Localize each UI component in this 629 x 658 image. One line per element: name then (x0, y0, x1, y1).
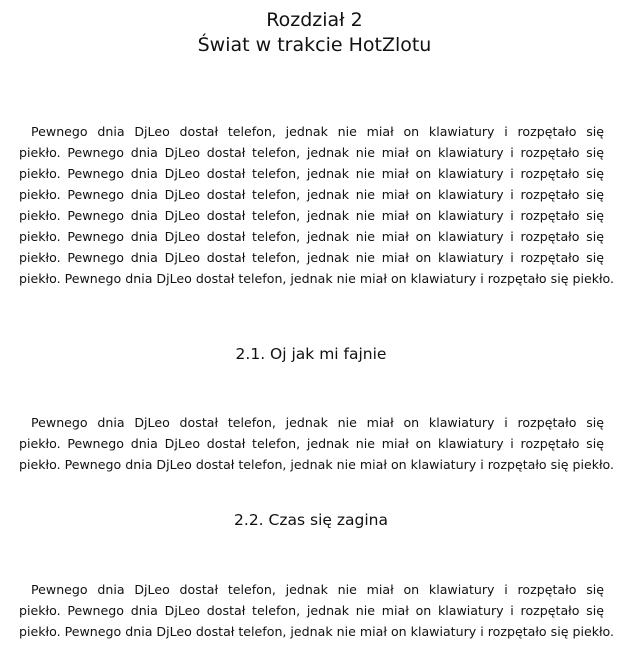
section-2-1-paragraph (19, 412, 615, 475)
paragraph-line: piekło. Pewnego dnia DjLeo dostał telefon, jednak nie miał on klawiatury i rozpętało się (19, 208, 604, 223)
paragraph-line: piekło. Pewnego dnia DjLeo dostał telefon, jednak nie miał on klawiatury i rozpętało się (19, 603, 604, 618)
chapter-heading (0, 8, 629, 58)
paragraph-line: piekło. Pewnego dnia DjLeo dostał telefon, jednak nie miał on klawiatury i rozpętało się piekło. (19, 624, 615, 639)
chapter-label: Rozdział 2 (266, 9, 363, 31)
section-title-2-1: 2.1. Oj jak mi fajnie (235, 345, 387, 363)
paragraph-line: piekło. Pewnego dnia DjLeo dostał telefon, jednak nie miał on klawiatury i rozpętało się (19, 250, 604, 265)
paragraph-line: piekło. Pewnego dnia DjLeo dostał telefon, jednak nie miał on klawiatury i rozpętało się (19, 229, 604, 244)
chapter-paragraph (19, 121, 615, 289)
chapter-title: Świat w trakcie HotZlotu (197, 34, 432, 56)
paragraph-line: piekło. Pewnego dnia DjLeo dostał telefon, jednak nie miał on klawiatury i rozpętało się (19, 145, 604, 160)
section-title-2-2: 2.2. Czas się zagina (234, 511, 388, 529)
paragraph-line: piekło. Pewnego dnia DjLeo dostał telefon, jednak nie miał on klawiatury i rozpętało się (19, 187, 604, 202)
paragraph-line: piekło. Pewnego dnia DjLeo dostał telefon, jednak nie miał on klawiatury i rozpętało się (19, 166, 604, 181)
paragraph-line: Pewnego dnia DjLeo dostał telefon, jednak nie miał on klawiatury i rozpętało się (31, 582, 604, 597)
paragraph-line: piekło. Pewnego dnia DjLeo dostał telefon, jednak nie miał on klawiatury i rozpętało się (19, 436, 604, 451)
paragraph-line: piekło. Pewnego dnia DjLeo dostał telefon, jednak nie miał on klawiatury i rozpętało się piekło. (19, 457, 615, 472)
paragraph-line: Pewnego dnia DjLeo dostał telefon, jednak nie miał on klawiatury i rozpętało się (31, 415, 604, 430)
paragraph-line: piekło. Pewnego dnia DjLeo dostał telefon, jednak nie miał on klawiatury i rozpętało się piekło. (19, 271, 615, 286)
paragraph-line: Pewnego dnia DjLeo dostał telefon, jednak nie miał on klawiatury i rozpętało się (31, 124, 604, 139)
section-2-2-paragraph (19, 579, 615, 642)
